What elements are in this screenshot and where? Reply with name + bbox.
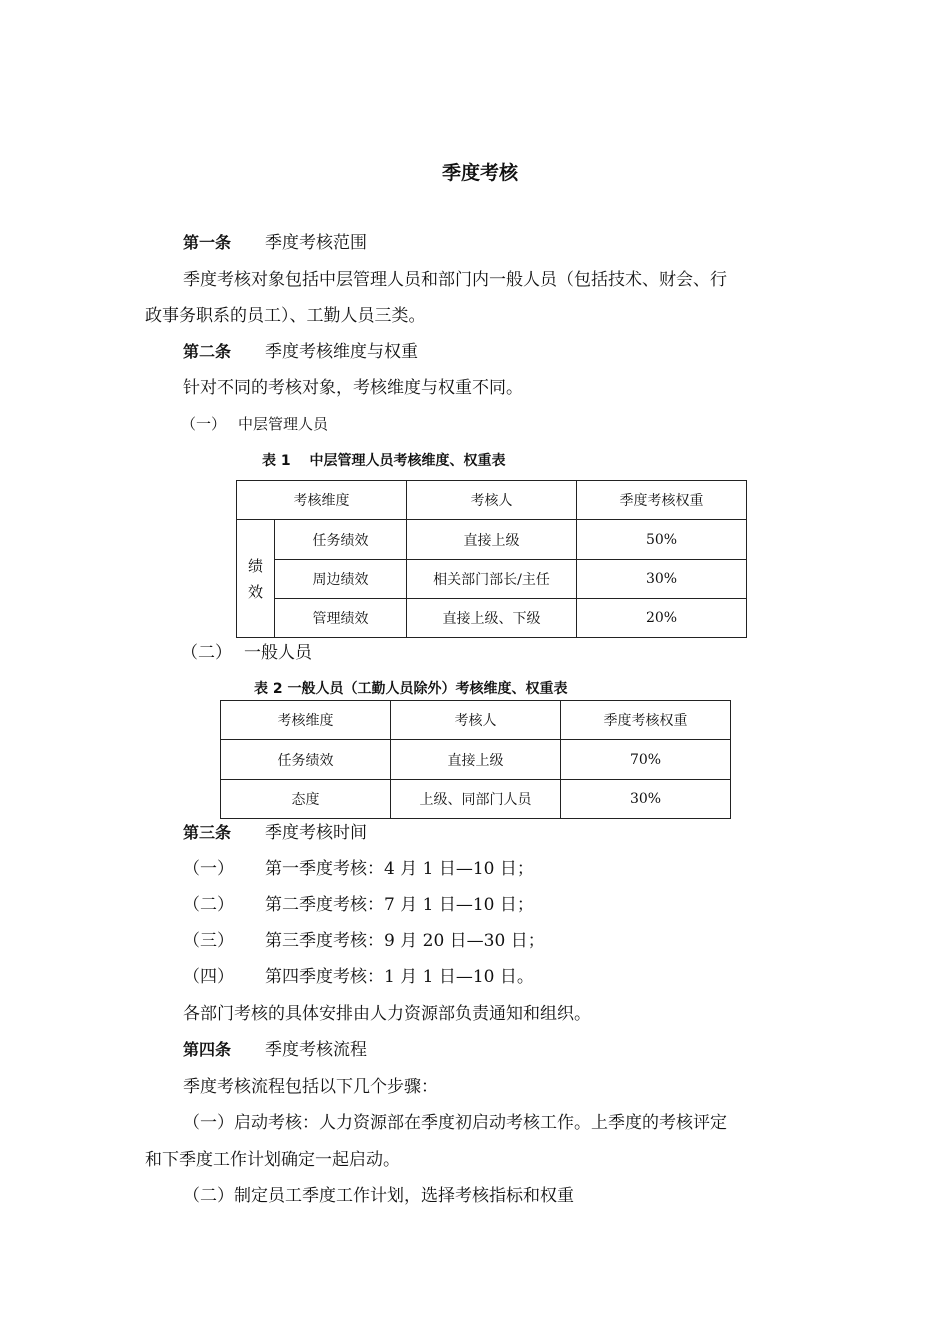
list-item-number: （三） xyxy=(183,931,234,951)
article-3-title: 季度考核时间 xyxy=(265,823,368,843)
table-cell: 周边绩效 xyxy=(275,560,407,599)
page-title: 季度考核 xyxy=(441,162,518,184)
section-2-heading xyxy=(181,641,312,665)
list-item xyxy=(183,893,534,917)
article-2-heading xyxy=(183,340,418,364)
table-2 xyxy=(220,700,731,819)
list-item-text: 第三季度考核：9 月 20 日—30 日； xyxy=(265,931,545,951)
section-1-number: （一） xyxy=(181,415,227,433)
table-cell: 30% xyxy=(577,560,747,599)
table-1-header-cell: 季度考核权重 xyxy=(577,481,747,520)
list-item xyxy=(183,965,534,989)
article-1-label: 第一条 xyxy=(183,233,232,252)
table-cell: 70% xyxy=(561,740,731,780)
table-cell: 直接上级 xyxy=(407,520,577,560)
table-cell: 任务绩效 xyxy=(275,520,407,560)
article-3-heading xyxy=(183,821,367,845)
article-4-intro: 季度考核流程包括以下几个步骤： xyxy=(183,1077,438,1097)
table-1-caption: 表 1 中层管理人员考核维度、权重表 xyxy=(262,453,506,469)
table-cell: 直接上级、下级 xyxy=(407,599,577,638)
table-1-group-label: 绩效 xyxy=(247,556,263,601)
article-2-label: 第二条 xyxy=(183,342,232,361)
article-2-title: 季度考核维度与权重 xyxy=(265,342,419,362)
table-1-group-cell xyxy=(237,520,275,638)
table-row xyxy=(237,599,747,638)
table-row xyxy=(237,520,747,560)
table-1 xyxy=(236,480,747,638)
table-cell: 任务绩效 xyxy=(221,740,391,780)
table-2-header-row xyxy=(221,701,731,740)
step-2: （二）制定员工季度工作计划，选择考核指标和权重 xyxy=(183,1186,574,1206)
section-2-number: （二） xyxy=(181,643,232,663)
table-cell: 20% xyxy=(577,599,747,638)
table-2-header-cell: 考核维度 xyxy=(221,701,391,740)
article-4-label: 第四条 xyxy=(183,1040,232,1059)
article-1-heading xyxy=(183,231,367,255)
table-cell: 态度 xyxy=(221,780,391,819)
article-1-title: 季度考核范围 xyxy=(265,233,368,253)
step-1-line-2: 和下季度工作计划确定一起启动。 xyxy=(145,1150,400,1170)
list-item-number: （四） xyxy=(183,967,234,987)
table-row xyxy=(221,740,731,780)
table-row xyxy=(221,780,731,819)
table-cell: 相关部门部长/主任 xyxy=(407,560,577,599)
list-item-number: （一） xyxy=(183,859,234,879)
table-2-header-cell: 考核人 xyxy=(391,701,561,740)
section-1-heading xyxy=(181,412,328,436)
table-2-header-cell: 季度考核权重 xyxy=(561,701,731,740)
article-4-heading xyxy=(183,1038,367,1062)
list-item-text: 第四季度考核：1 月 1 日—10 日。 xyxy=(265,967,534,987)
article-1-paragraph-line-1: 季度考核对象包括中层管理人员和部门内一般人员（包括技术、财会、行 xyxy=(183,270,727,290)
table-1-header-cell: 考核人 xyxy=(407,481,577,520)
list-item-text: 第一季度考核：4 月 1 日—10 日； xyxy=(265,859,534,879)
table-2-caption: 表 2 一般人员（工勤人员除外）考核维度、权重表 xyxy=(254,681,568,697)
table-cell: 上级、同部门人员 xyxy=(391,780,561,819)
table-1-header-cell: 考核维度 xyxy=(237,481,407,520)
article-3-note: 各部门考核的具体安排由人力资源部负责通知和组织。 xyxy=(183,1004,591,1024)
list-item xyxy=(183,857,534,881)
table-cell: 直接上级 xyxy=(391,740,561,780)
section-1-label: 中层管理人员 xyxy=(238,415,329,433)
list-item-text: 第二季度考核：7 月 1 日—10 日； xyxy=(265,895,534,915)
table-cell: 管理绩效 xyxy=(275,599,407,638)
article-3-label: 第三条 xyxy=(183,823,232,842)
table-cell: 30% xyxy=(561,780,731,819)
list-item xyxy=(183,929,545,953)
article-1-paragraph-line-2: 政事务职系的员工）、工勤人员三类。 xyxy=(145,306,426,326)
table-1-header-row xyxy=(237,481,747,520)
section-2-label: 一般人员 xyxy=(244,643,312,663)
article-4-title: 季度考核流程 xyxy=(265,1040,368,1060)
step-1-line-1: （一）启动考核：人力资源部在季度初启动考核工作。上季度的考核评定 xyxy=(183,1113,727,1133)
table-row xyxy=(237,560,747,599)
article-2-intro: 针对不同的考核对象，考核维度与权重不同。 xyxy=(183,378,523,398)
table-cell: 50% xyxy=(577,520,747,560)
list-item-number: （二） xyxy=(183,895,234,915)
